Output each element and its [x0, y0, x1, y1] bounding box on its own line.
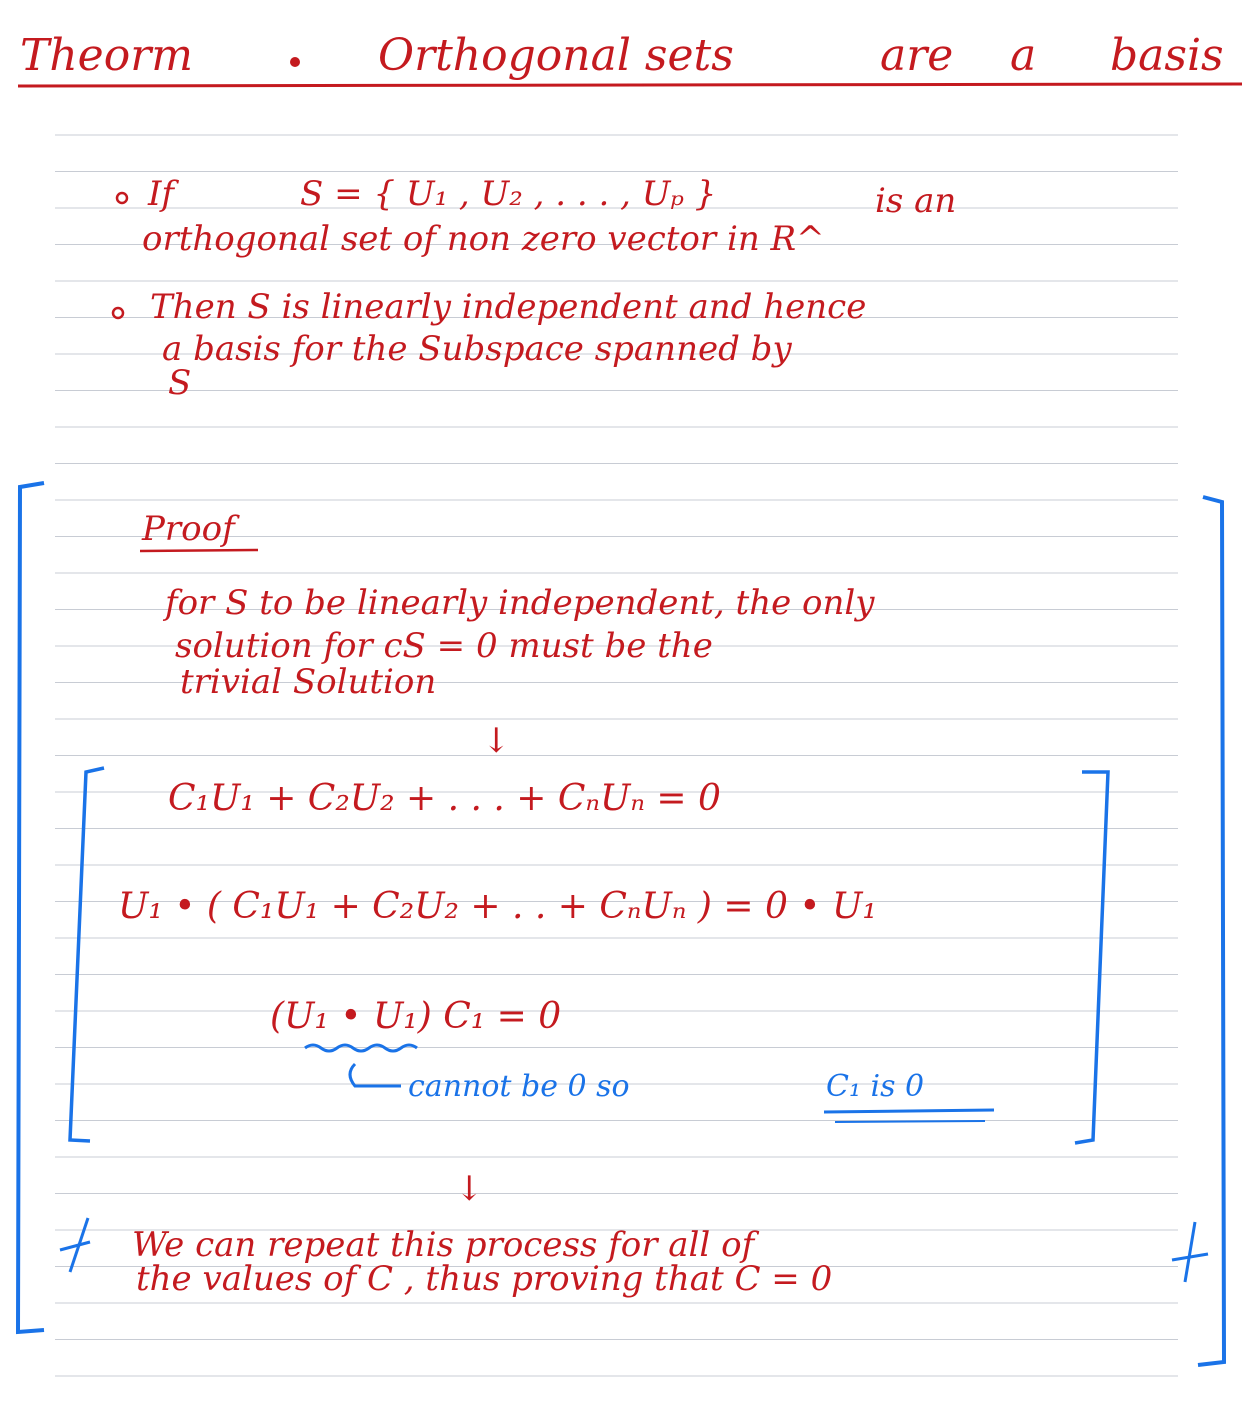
- statement-line3: Then S is linearly independent and hence: [150, 287, 867, 327]
- title-are: are: [880, 30, 954, 81]
- title-bullet: [290, 57, 300, 67]
- bullet-if: [117, 193, 127, 203]
- note-text: cannot be 0 so: [408, 1069, 630, 1104]
- conclusion-line1: We can repeat this process for all of: [132, 1225, 755, 1265]
- equation-1: C₁U₁ + C₂U₂ + . . . + CₙUₙ = 0: [168, 778, 721, 819]
- conclusion-line2: the values of C , thus proving that C = 0: [136, 1259, 833, 1299]
- proof-heading-underline: [140, 550, 258, 551]
- statement-line2: orthogonal set of non zero vector in R^: [142, 219, 825, 259]
- bullet-then: [113, 308, 123, 318]
- note-arrow: [350, 1064, 401, 1086]
- title-orthogonal-sets: Orthogonal sets: [378, 30, 734, 81]
- title-row: [18, 30, 1242, 86]
- proof-line2: solution for cS = 0 must be the: [175, 626, 713, 666]
- statement-line5: S: [168, 363, 192, 403]
- note-result-underline: [824, 1110, 994, 1112]
- title-a: a: [1010, 30, 1037, 81]
- proof-heading: Proof: [142, 509, 235, 549]
- note-result: C₁ is 0: [826, 1069, 925, 1104]
- statement-set: S = { U₁ , U₂ , . . . , Uₚ }: [300, 174, 717, 214]
- statement-is-an: is an: [875, 181, 957, 221]
- statement-line4: a basis for the Subspace spanned by: [162, 329, 792, 369]
- left-marker-icon: [60, 1218, 90, 1272]
- equation-2: U₁ • ( C₁U₁ + C₂U₂ + . . + CₙUₙ ) = 0 • U₁: [118, 886, 877, 927]
- title-theorem: Theorm: [20, 30, 193, 81]
- statement-if: If: [148, 174, 175, 214]
- proof-section: [60, 509, 1208, 1299]
- proof-line3: trivial Solution: [180, 662, 437, 702]
- proof-arrow-1: ↓: [482, 721, 511, 761]
- right-marker-icon: [1172, 1222, 1208, 1282]
- proof-arrow-2: ↓: [455, 1169, 484, 1209]
- note-result-underline-2: [835, 1121, 985, 1122]
- equation-3: (U₁ • U₁) C₁ = 0: [270, 996, 562, 1037]
- proof-line1: for S to be linearly independent, the only: [165, 583, 875, 623]
- title-basis: basis: [1110, 30, 1224, 81]
- title-underline: [18, 84, 1242, 86]
